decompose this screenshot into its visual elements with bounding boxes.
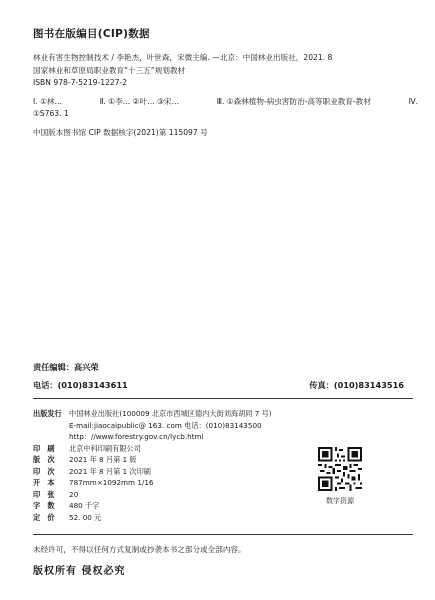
cip-class-item: Ⅱ. ①李… ②叶… ③宋… <box>99 96 180 106</box>
pub-row <box>33 408 283 420</box>
qr-caption: 数字资源 <box>326 497 354 505</box>
pub-value: 20 <box>69 489 79 499</box>
pub-row <box>33 500 283 512</box>
pub-row <box>33 477 283 489</box>
pub-value: 中国林业出版社(100009 北京市西城区德内大街刘海胡同 7 号) <box>69 409 272 418</box>
responsible-editor: 责任编辑：高兴荣 <box>33 362 99 372</box>
pub-label: 开 本 <box>33 478 55 487</box>
cip-class-item: Ⅲ. ①森林植物-病虫害防治-高等职业教育-教材 <box>216 96 371 106</box>
cip-heading: 图书在版编目(CIP)数据 <box>33 28 150 40</box>
publication-info <box>33 408 283 523</box>
pub-value: 787mm×1092mm 1/16 <box>69 478 154 487</box>
pub-label: 印 刷 <box>33 443 55 453</box>
cip-series-line: 国家林业和草原局职业教育“十三五”规划教材 <box>33 65 186 75</box>
pub-email-phone: E-mail:jiaocaipublic@ 163. com 电话：(010)83143500 <box>69 420 262 430</box>
cip-class-number: ①S763. 1 <box>33 109 69 119</box>
divider <box>33 534 413 535</box>
cip-class-item: Ⅳ. <box>408 96 418 106</box>
pub-value: 北京中科印刷有限公司 <box>69 443 141 453</box>
pub-label: 版 次 <box>33 455 55 464</box>
cip-class-item: Ⅰ. ①林… <box>33 96 63 106</box>
pub-row <box>33 512 283 524</box>
qr-code[interactable] <box>318 447 362 491</box>
editor-info <box>33 362 418 391</box>
pub-value: 480 千字 <box>69 501 100 510</box>
cip-bibliographic-line: 林业有害生物控制技术 / 李艳杰，叶世森，宋微主编. —北京：中国林业出版社，2021. 8 <box>33 53 333 62</box>
pub-row <box>33 466 283 478</box>
rights-statement: 版权所有 侵权必究 <box>33 566 126 577</box>
pub-label: 定 价 <box>33 512 55 522</box>
pub-website: http：//www.forestry.gov.cn/lycb.html <box>69 432 204 441</box>
cip-block <box>33 52 418 140</box>
pub-label: 印 张 <box>33 489 55 499</box>
pub-row <box>33 443 283 455</box>
pub-row <box>33 454 283 466</box>
pub-label: 出版发行 <box>33 409 62 418</box>
pub-label: 字 数 <box>33 501 55 510</box>
divider <box>33 398 413 399</box>
copy-notice: 未经许可，不得以任何方式复制或抄袭本书之部分或全部内容。 <box>33 545 246 554</box>
pub-row <box>33 489 283 501</box>
pub-label: 印 次 <box>33 466 55 476</box>
pub-value: 52. 00 元 <box>69 512 102 522</box>
editor-phone: 电话：(010)83143611 <box>33 380 128 390</box>
cip-data-number: 中国版本图书馆 CIP 数据核字(2021)第 115097 号 <box>33 127 208 137</box>
pub-value: 2021 年 8 月第 1 次印刷 <box>69 466 151 476</box>
cip-classification-line <box>33 96 418 109</box>
editor-fax: 传真：(010)83143516 <box>309 380 404 390</box>
pub-value: 2021 年 8 月第 1 版 <box>69 455 137 464</box>
cip-isbn-line: ISBN 978-7-5219-1227-2 <box>33 78 128 88</box>
